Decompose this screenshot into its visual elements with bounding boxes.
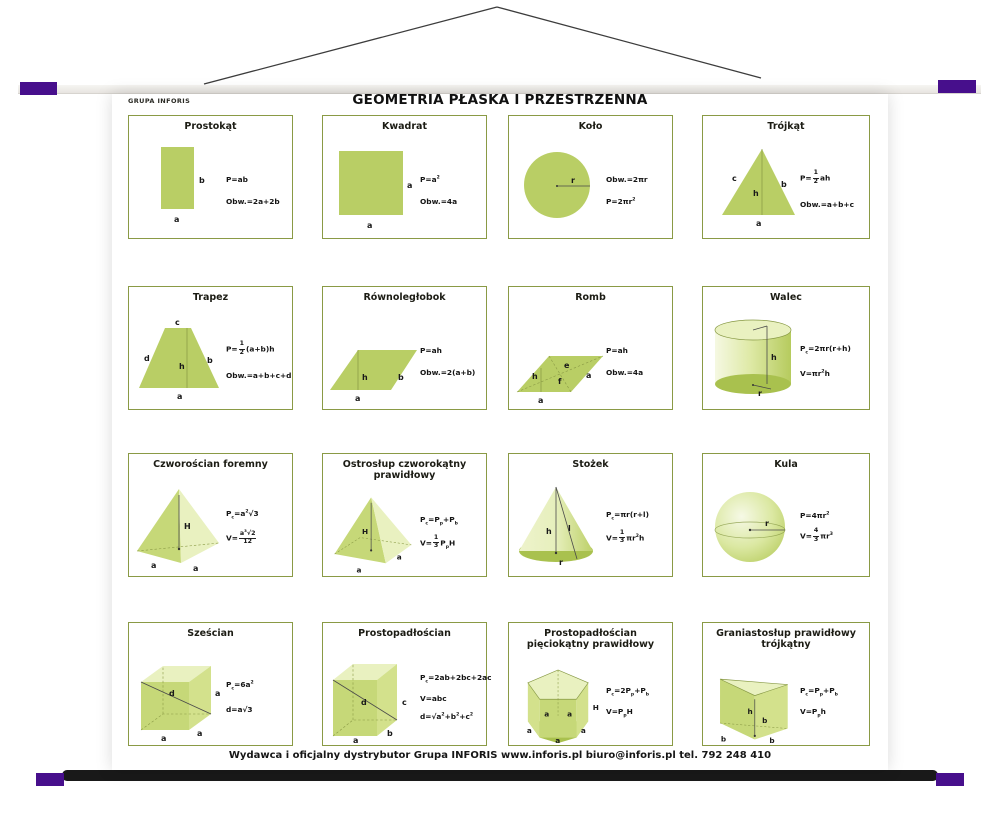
svg-text:H: H	[361, 526, 369, 536]
svg-text:h: h	[532, 372, 538, 381]
svg-text:a: a	[567, 709, 573, 719]
card-czworoscian	[128, 453, 293, 577]
formulas	[226, 649, 292, 745]
svg-text:a: a	[586, 371, 592, 380]
svg-text:b: b	[720, 734, 727, 744]
svg-text:a: a	[353, 736, 359, 745]
card-prostokat	[128, 115, 293, 239]
formulas	[800, 313, 869, 409]
svg-text:a: a	[177, 392, 183, 401]
svg-text:b: b	[769, 736, 775, 745]
svg-text:a: a	[555, 736, 561, 745]
formula: V=abc	[420, 693, 447, 703]
formulas	[800, 659, 869, 745]
formula: $P=2\pi r^2$	[606, 196, 636, 206]
formula: Obw.=4a	[606, 367, 644, 377]
svg-text:h: h	[753, 189, 759, 198]
formulas	[226, 142, 292, 238]
formula: $P_c=P_p+P_b$	[420, 515, 458, 527]
card-title: Prostopadłościan pięciokątny prawidłowy	[526, 628, 655, 651]
parallelogram-diagram	[325, 313, 420, 409]
formulas	[800, 480, 869, 576]
formula: P= $\frac{1}{2}$ (a+b)h	[226, 340, 275, 356]
formula: $V=P_ph$	[800, 706, 826, 718]
card-graniastoslup-trojkatny	[702, 622, 870, 746]
svg-text:a: a	[756, 219, 762, 228]
formula: d=a√3	[226, 704, 253, 714]
formula: $P_c=2ab+2bc+2ac$	[420, 673, 492, 685]
svg-text:a: a	[580, 726, 586, 736]
card-prostopadloscian	[322, 622, 492, 746]
formula: Obw.=a+b+c+d	[226, 370, 292, 380]
bottom-rail-cap-left	[36, 773, 64, 786]
svg-text:f: f	[558, 377, 562, 386]
svg-text:a: a	[215, 689, 221, 698]
svg-text:r: r	[758, 389, 762, 398]
card-title: Sześcian	[187, 628, 234, 639]
svg-text:r: r	[559, 558, 563, 567]
card-graniastoslup-pieciokatny	[508, 622, 673, 746]
svg-text:r: r	[765, 519, 769, 528]
formula: Obw.=4a	[420, 196, 458, 206]
svg-text:d: d	[169, 689, 175, 698]
card-kula	[702, 453, 870, 577]
formula: $P=a^2$	[420, 174, 440, 184]
trapezoid-diagram	[131, 313, 226, 409]
svg-text:a: a	[193, 564, 199, 573]
circle-diagram	[511, 142, 606, 238]
formulas	[420, 313, 486, 409]
card-szescian	[128, 622, 293, 746]
card-title: Romb	[575, 292, 606, 303]
card-title: Czworościan foremny	[153, 459, 268, 470]
card-title: Równoległobok	[363, 292, 446, 303]
svg-text:h: h	[546, 527, 552, 536]
formula: V= $\frac{4}{3}$ $\pi r^3$	[800, 527, 833, 543]
svg-text:a: a	[367, 221, 373, 230]
formula: V= $\frac{1}{3}$ $P_pH$	[420, 533, 456, 550]
formula: $P=4\pi r^2$	[800, 511, 830, 521]
formula: $P_c=\pi r(r+l)$	[606, 510, 649, 522]
formula: Obw.=2πr	[606, 174, 648, 184]
formula: Obw.=a+b+c	[800, 199, 854, 209]
svg-text:H: H	[592, 703, 599, 713]
formulas	[606, 142, 672, 238]
triangle-diagram	[705, 142, 800, 238]
card-title: Prostopadłościan	[358, 628, 451, 639]
formula: P=ah	[420, 345, 442, 355]
card-stozek	[508, 453, 673, 577]
formulas	[226, 313, 294, 409]
card-walec	[702, 286, 870, 410]
card-title: Prostokąt	[184, 121, 237, 132]
svg-text:a: a	[151, 561, 157, 570]
svg-text:h: h	[771, 353, 777, 362]
pyramid-diagram	[325, 490, 420, 576]
formula: Obw.=2a+2b	[226, 196, 280, 206]
formula: P=ah	[606, 345, 628, 355]
formula: V= $\frac{a^3√2}{12}$	[226, 527, 256, 546]
card-title: Trapez	[192, 292, 229, 303]
card-title: Trójkąt	[767, 121, 805, 132]
formulas	[606, 480, 672, 576]
svg-text:b: b	[398, 373, 404, 382]
svg-text:a: a	[396, 552, 402, 562]
svg-text:h: h	[747, 706, 753, 716]
sphere-diagram	[705, 480, 800, 576]
card-trojkat	[702, 115, 870, 239]
poster	[112, 94, 888, 770]
bottom-rail	[62, 770, 938, 781]
top-rail-cap-left	[20, 82, 57, 95]
svg-text:H: H	[184, 522, 191, 531]
pentagonal-prism-diagram	[511, 659, 606, 745]
top-rail-cap-right	[938, 80, 976, 93]
svg-text:h: h	[362, 373, 368, 382]
formula: $P_c=a^2√3$	[226, 509, 259, 521]
card-kolo	[508, 115, 673, 239]
card-trapez	[128, 286, 293, 410]
rectangle-diagram	[131, 142, 226, 238]
tetrahedron-diagram	[131, 480, 226, 576]
card-rownoleglobok	[322, 286, 487, 410]
svg-text:c: c	[175, 318, 180, 327]
svg-text:b: b	[762, 716, 768, 726]
svg-text:e: e	[564, 361, 570, 370]
formulas	[420, 142, 486, 238]
formula: $P_c=6a^2$	[226, 680, 254, 692]
svg-text:a: a	[526, 726, 532, 736]
formula: $P_c=2\pi r(r+h)$	[800, 344, 851, 356]
svg-text:a: a	[407, 181, 413, 190]
cuboid-diagram	[325, 649, 420, 745]
square-diagram	[325, 142, 420, 238]
formulas	[800, 142, 869, 238]
formulas	[420, 649, 494, 745]
formulas	[226, 480, 292, 576]
card-kwadrat	[322, 115, 487, 239]
formula: $V=P_pH$	[606, 706, 633, 718]
formula: V= $\frac{1}{3}$ $\pi r^2h$	[606, 528, 645, 545]
svg-text:a: a	[538, 396, 544, 405]
svg-text:d: d	[144, 354, 150, 363]
svg-text:a: a	[161, 734, 167, 743]
footer-text: Wydawca i oficjalny dystrybutor Grupa INFORIS www.inforis.pl biuro@inforis.pl tel. 792 248 410	[228, 750, 772, 761]
cone-diagram	[511, 480, 606, 576]
cylinder-diagram	[705, 313, 800, 409]
card-title: Kwadrat	[382, 121, 427, 132]
formula: $d=√a^2+b^2+c^2$	[420, 711, 474, 721]
formula: Obw.=2(a+b)	[420, 367, 476, 377]
cube-diagram	[131, 649, 226, 745]
svg-text:a: a	[174, 215, 180, 224]
formulas	[606, 313, 672, 409]
brand-text: GRUPA INFORIS	[128, 97, 191, 105]
rhombus-diagram	[511, 313, 606, 409]
svg-text:a: a	[197, 729, 203, 738]
formula: P= $\frac{1}{2}$ ah	[800, 169, 831, 185]
formula: $P_c=2P_p+P_b$	[606, 686, 650, 698]
card-title: Walec	[770, 292, 802, 303]
svg-text:c: c	[732, 174, 737, 183]
svg-text:a: a	[356, 565, 362, 575]
svg-text:b: b	[781, 180, 787, 189]
formula: P=ab	[226, 174, 248, 184]
svg-text:b: b	[387, 729, 393, 738]
card-title: Kula	[774, 459, 798, 470]
card-title: Koło	[578, 121, 603, 132]
formula: $V=\pi r^2h$	[800, 368, 830, 378]
card-title: Stożek	[572, 459, 609, 470]
page-title: GEOMETRIA PŁASKA I PRZESTRZENNA	[352, 92, 648, 108]
card-romb	[508, 286, 673, 410]
card-title: Graniastosłup prawidłowy trójkątny	[716, 628, 856, 651]
svg-text:r: r	[571, 176, 575, 185]
svg-text:h: h	[179, 362, 185, 371]
triangular-prism-diagram	[705, 659, 800, 745]
svg-text:a: a	[355, 394, 361, 403]
formulas	[606, 659, 672, 745]
card-ostroslup	[322, 453, 487, 577]
bottom-rail-cap-right	[936, 773, 964, 786]
svg-text:b: b	[207, 356, 213, 365]
svg-text:l: l	[568, 524, 571, 533]
svg-text:c: c	[402, 698, 407, 707]
formula: $P_c=P_p+P_b$	[800, 686, 838, 698]
card-title: Ostrosłup czworokątny prawidłowy	[342, 459, 467, 482]
formulas	[420, 490, 486, 576]
svg-text:d: d	[361, 698, 367, 707]
svg-text:a: a	[544, 709, 550, 719]
svg-text:b: b	[199, 176, 205, 185]
